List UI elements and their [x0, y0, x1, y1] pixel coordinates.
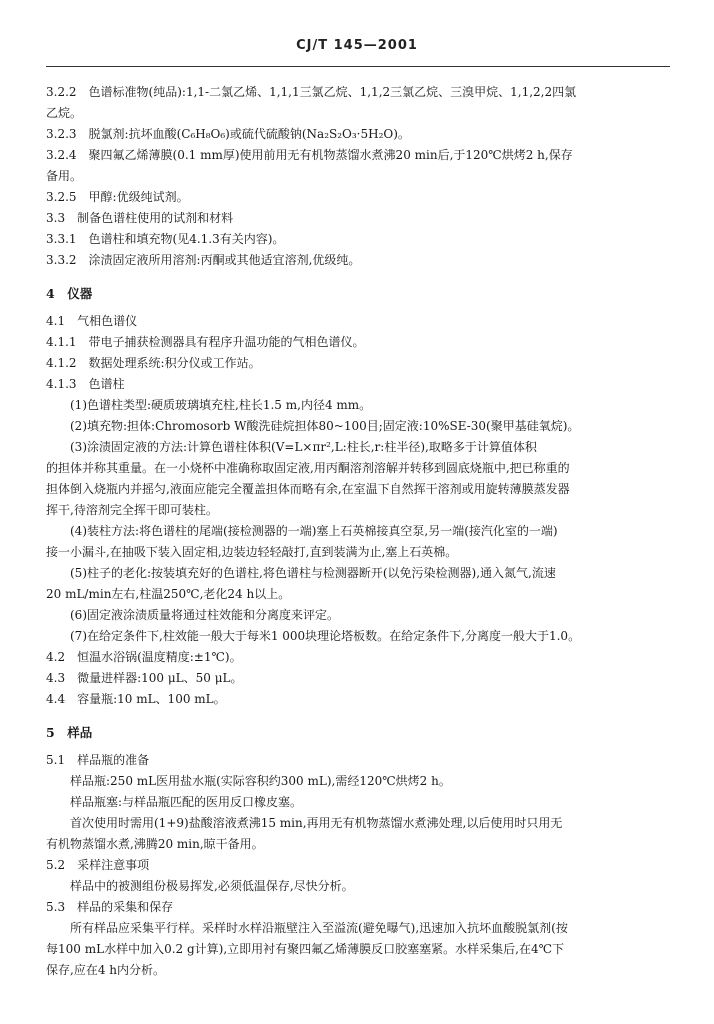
section-4-heading: 4 仪器: [46, 286, 93, 301]
item-5-cont: 20 mL/min左右,柱温250℃,老化24 h以上。: [46, 587, 291, 601]
item-5-aging: (5)柱子的老化:按装填充好的色谱柱,将色谱柱与检测器断开(以免污染检测器),通入氮气,流速: [70, 566, 556, 580]
clause-4-1-1: 4.1.1 带电子捕获检测器具有程序升温功能的气相色谱仪。: [46, 335, 365, 349]
clause-3-3: 3.3 制备色谱柱使用的试剂和材料: [46, 211, 234, 225]
clause-5-1: 5.1 样品瓶的准备: [46, 753, 150, 767]
clause-5-3: 5.3 样品的采集和保存: [46, 900, 174, 914]
item-1-column-type: (1)色谱柱类型:硬质玻璃填充柱,柱长1.5 m,内径4 mm。: [70, 398, 372, 412]
clause-3-2-3: 3.2.3 脱氯剂:抗坏血酸(C₆H₈O₆)或硫代硫酸钠(Na₂S₂O₃·5H₂O)。: [46, 127, 410, 141]
header-rule: [46, 66, 670, 67]
clause-3-3-1: 3.3.1 色谱柱和填充物(见4.1.3有关内容)。: [46, 232, 285, 246]
item-7-efficiency: (7)在给定条件下,柱效能一般大于每米1 000块理论塔板数。在给定条件下,分离度一般大于1.0。: [70, 629, 581, 643]
clause-5-2: 5.2 采样注意事项: [46, 858, 150, 872]
clause-3-2-4: 3.2.4 聚四氟乙烯薄膜(0.1 mm厚)使用前用无有机物蒸馏水煮沸20 min后,于120℃烘烤2 h,保存: [46, 148, 573, 162]
clause-3-2-2: 3.2.2 色谱标准物(纯品):1,1-二氯乙烯、1,1,1三氯乙烷、1,1,2三氯乙烷、三溴甲烷、1,1,2,2四氯: [46, 85, 577, 99]
sample-bottle: 样品瓶:250 mL医用盐水瓶(实际容积约300 mL),需经120℃烘烤2 h。: [70, 774, 451, 788]
item-2-packing: (2)填充物:担体:Chromosorb W酸洗硅烷担体80~100目;固定液:10%SE-30(聚甲基硅氧烷)。: [70, 419, 580, 433]
clause-3-2-5: 3.2.5 甲醇:优级纯试剂。: [46, 190, 189, 204]
sample-bottle-stopper: 样品瓶塞:与样品瓶匹配的医用反口橡皮塞。: [70, 795, 303, 809]
item-3-cont-1: 的担体并称其重量。在一小烧杯中准确称取固定液,用丙酮溶剂溶解并转移到圆底烧瓶中,把已称重的: [46, 461, 570, 475]
sampling-notes: 样品中的被测组份极易挥发,必须低温保存,尽快分析。: [70, 879, 354, 893]
clause-4-1-2: 4.1.2 数据处理系统:积分仪或工作站。: [46, 356, 261, 370]
section-5-heading: 5 样品: [46, 725, 93, 740]
clause-3-2-4-cont: 备用。: [46, 169, 83, 183]
clause-3-3-2: 3.3.2 涂渍固定液所用溶剂:丙酮或其他适宜溶剂,优级纯。: [46, 253, 361, 267]
collection-preservation-cont-2: 保存,应在4 h内分析。: [46, 963, 165, 977]
clause-4-3: 4.3 微量进样器:100 μL、50 μL。: [46, 671, 243, 685]
clause-4-1: 4.1 气相色谱仪: [46, 314, 138, 328]
clause-4-1-3: 4.1.3 色谱柱: [46, 377, 125, 391]
item-4-packing-method: (4)装柱方法:将色谱柱的尾端(接检测器的一端)塞上石英棉接真空泵,另一端(接汽化室的一端): [70, 524, 558, 538]
item-4-cont: 接一小漏斗,在抽吸下装入固定相,边装边轻轻敲打,直到装满为止,塞上石英棉。: [46, 545, 458, 559]
collection-preservation-cont-1: 每100 mL水样中加入0.2 g计算),立即用衬有聚四氟乙烯薄膜反口胶塞塞紧。水样采集后,在4℃下: [46, 942, 565, 956]
item-6-quality: (6)固定液涂渍质量将通过柱效能和分离度来评定。: [70, 608, 339, 622]
item-3-cont-2: 担体倒入烧瓶内并摇匀,液面应能完全覆盖担体而略有余,在室温下自然挥干溶剂或用旋转薄膜蒸发器: [46, 482, 570, 496]
clause-3-2-2-cont: 乙烷。: [46, 106, 83, 120]
clause-4-4: 4.4 容量瓶:10 mL、100 mL。: [46, 692, 226, 706]
item-3-cont-3: 挥干,待溶剂完全挥干即可装柱。: [46, 503, 218, 517]
document-body: [46, 82, 670, 981]
collection-preservation: 所有样品应采集平行样。采样时水样沿瓶壁注入至溢流(避免曝气),迅速加入抗坏血酸脱氯剂(按: [70, 921, 568, 935]
first-use-treatment: 首次使用时需用(1+9)盐酸溶液煮沸15 min,再用无有机物蒸馏水煮沸处理,以后使用时只用无: [70, 816, 563, 830]
item-3-coating-method: (3)涂渍固定液的方法:计算色谱柱体积(V=L×πr²,L:柱长,r:柱半径),取略多于计算值体积: [70, 440, 537, 454]
clause-4-2: 4.2 恒温水浴锅(温度精度:±1℃)。: [46, 650, 242, 664]
standard-number-header: CJ/T 145—2001: [296, 38, 418, 53]
first-use-treatment-cont: 有机物蒸馏水煮,沸腾20 min,晾干备用。: [46, 837, 264, 851]
